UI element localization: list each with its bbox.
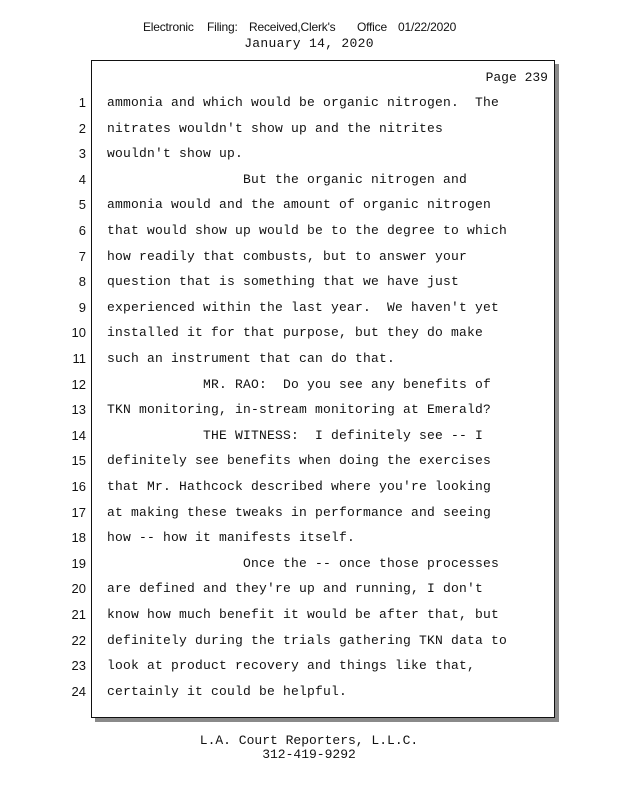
line-number: 14 (71, 428, 86, 443)
line-number: 18 (71, 530, 86, 545)
transcript-line: wouldn't show up. (107, 146, 244, 161)
transcript-line: installed it for that purpose, but they do make (107, 325, 484, 340)
line-number: 2 (78, 121, 86, 136)
transcript-line: how -- how it manifests itself. (107, 530, 356, 545)
transcript-line: MR. RAO: Do you see any benefits of (107, 377, 492, 392)
line-number: 20 (71, 581, 86, 596)
line-number: 7 (78, 249, 86, 264)
line-number: 10 (71, 325, 86, 340)
line-number: 16 (71, 479, 86, 494)
line-number: 8 (78, 274, 86, 289)
line-number: 11 (72, 351, 86, 366)
transcript-line: ammonia and which would be organic nitrogen. The (107, 95, 500, 110)
line-number: 1 (78, 95, 86, 110)
transcript-line: But the organic nitrogen and (107, 172, 468, 187)
transcript-line: Once the -- once those processes (107, 556, 500, 571)
transcript-line: TKN monitoring, in-stream monitoring at Emerald? (107, 402, 492, 417)
transcript-line: look at product recovery and things like that, (107, 658, 476, 673)
transcript-line: that Mr. Hathcock described where you're looking (107, 479, 492, 494)
stamp-filing: Filing: (207, 20, 238, 34)
transcript-line: definitely during the trials gathering TKN data to (107, 633, 508, 648)
line-number: 19 (71, 556, 86, 571)
transcript-line: know how much benefit it would be after that, but (107, 607, 500, 622)
line-number: 6 (78, 223, 86, 238)
stamp-received: Received,Clerk's (249, 20, 336, 34)
stamp-office: Office (357, 20, 387, 34)
line-number: 12 (71, 377, 86, 392)
line-number: 5 (78, 197, 86, 212)
transcript-line: nitrates wouldn't show up and the nitrites (107, 121, 444, 136)
line-number: 15 (71, 453, 86, 468)
transcript-line: that would show up would be to the degree to which (107, 223, 508, 238)
line-number: 24 (71, 684, 86, 699)
line-number: 4 (78, 172, 86, 187)
transcript-line: question that is something that we have just (107, 274, 460, 289)
transcript-line: such an instrument that can do that. (107, 351, 396, 366)
transcript-line: definitely see benefits when doing the exercises (107, 453, 492, 468)
transcript-line: THE WITNESS: I definitely see -- I (107, 428, 484, 443)
line-number: 22 (71, 633, 86, 648)
reporter-phone: 312-419-9292 (262, 747, 356, 762)
stamp-date: 01/22/2020 (398, 20, 457, 34)
transcript-line: at making these tweaks in performance and seeing (107, 505, 492, 520)
transcript-line: certainly it could be helpful. (107, 684, 348, 699)
page-number: Page 239 (485, 70, 548, 85)
line-number: 23 (71, 658, 86, 673)
transcript-line: ammonia would and the amount of organic nitrogen (107, 197, 492, 212)
reporter-company: L.A. Court Reporters, L.L.C. (199, 733, 419, 748)
transcript-line: are defined and they're up and running, I don't (107, 581, 484, 596)
line-number: 17 (71, 505, 86, 520)
line-number: 9 (78, 300, 86, 315)
line-number: 13 (71, 402, 86, 417)
transcript-line: how readily that combusts, but to answer your (107, 249, 468, 264)
stamp-electronic: Electronic (143, 20, 194, 34)
transcript-date: January 14, 2020 (244, 36, 374, 51)
line-number: 21 (71, 607, 86, 622)
transcript-line: experienced within the last year. We haven't yet (107, 300, 500, 315)
line-number: 3 (78, 146, 86, 161)
